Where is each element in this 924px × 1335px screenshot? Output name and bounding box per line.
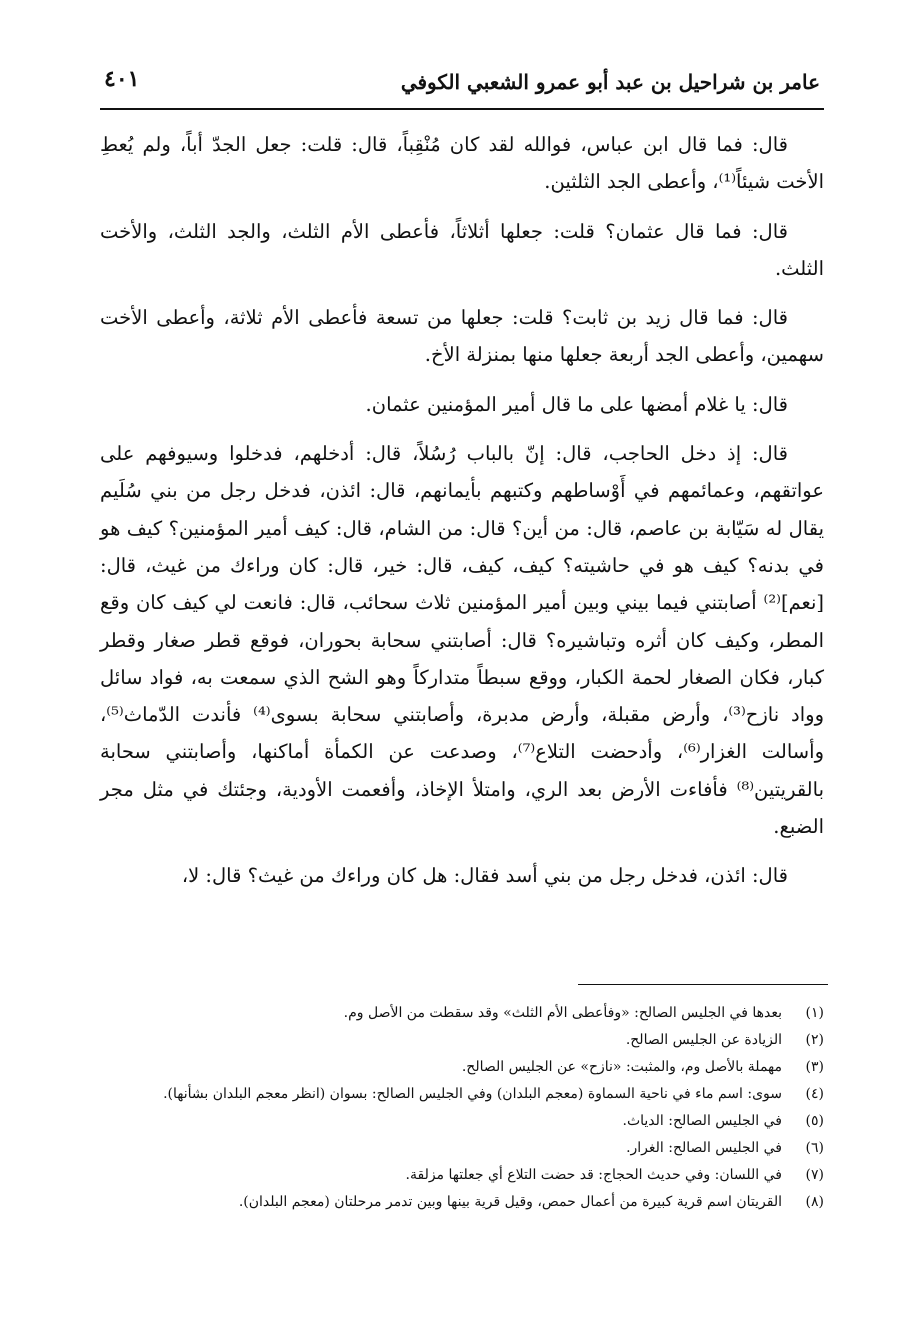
- footnote: [100, 1189, 824, 1216]
- footnote-number: (٥): [805, 1113, 824, 1129]
- footnote-text: مهملة بالأصل وم، والمثبت: «نازح» عن الجليس الصالح.: [461, 1059, 782, 1075]
- paragraph: قال: ائذن، فدخل رجل من بني أسد فقال: هل كان وراءك من غيث؟ قال: لا،: [181, 864, 788, 888]
- footnote: [100, 1054, 824, 1081]
- footnote-separator: [578, 984, 828, 985]
- footnote-number: (٢): [805, 1032, 824, 1048]
- footnote-text: في الجليس الصالح: الغرار.: [626, 1140, 782, 1156]
- footnote-number: (٧): [805, 1167, 824, 1183]
- main-text: [100, 126, 824, 907]
- footnote: [100, 1000, 824, 1027]
- footnote-number: (٨): [805, 1194, 824, 1210]
- footnote: [100, 1081, 824, 1108]
- footnote-text: في الجليس الصالح: الدياث.: [622, 1113, 782, 1129]
- paragraph: قال: فما قال عثمان؟ قلت: جعلها أثلاثاً، فأعطى الأم الثلث، والجد الثلث، والأخت الثلث.: [100, 219, 824, 280]
- footnote-number: (٦): [805, 1140, 824, 1156]
- footnote-number: (١): [805, 1005, 824, 1021]
- running-title: عامر بن شراحيل بن عبد أبو عمرو الشعبي الكوفي: [400, 70, 820, 94]
- paragraph: قال: إذ دخل الحاجب، قال: إنّ بالباب رُسُلاً، قال: أدخلهم، فدخلوا وسيوفهم على عواتقهم، وعمائمهم في أَوْساطهم وكتبهم بأيمانهم، قال: ائذن، فدخل رجل من بني سُلَيم يقال له سَيّابة بن عاصم، قال: من أين؟ قال: من الشام، قال: كيف أمير المؤمنين؟ كيف هو في بدنه؟ كيف هو في حاشيته؟ كيف، كيف، قال: خير، قال: كان وراءك من غيث، قال: [نعم]⁽²⁾ أصابتني فيما بيني وبين أمير المؤمنين ثلاث سحائب، قال: فانعت لي كيف كان وقع المطر، وكيف كان أثره وتباشيره؟ قال: أصابتني سحابة بحوران، فوقع قطر صغار وقطر كبار، فكان الصغار لحمة الكبار، ووقع سبطاً متداركاً وهو الشح الذي سمعت به، فواد سائل وواد نازح⁽³⁾، وأرض مقبلة، وأرض مدبرة، وأصابتني سحابة بسوى⁽⁴⁾ فأندت الدّماث⁽⁵⁾، وأسالت الغزار⁽⁶⁾، وأدحضت التلاع⁽⁷⁾، وصدعت عن الكمأة أماكنها، وأصابتني سحابة بالقريتين⁽⁸⁾ فأفاءت الأرض بعد الري، وامتلأ الإخاذ، وأفعمت الأودية، وجئتك في مثل مجر الضبع.: [100, 442, 824, 839]
- footnote: [100, 1027, 824, 1054]
- footnote-text: في اللسان: وفي حديث الحجاج: قد حضت التلاع أي جعلتها مزلقة.: [405, 1167, 782, 1183]
- page-header: [100, 66, 824, 110]
- page-number: ٤٠١: [104, 66, 140, 92]
- footnote: [100, 1135, 824, 1162]
- footnote: [100, 1162, 824, 1189]
- footnote-text: بعدها في الجليس الصالح: «وفأعطى الأم الثلث» وقد سقطت من الأصل وم.: [343, 1005, 782, 1021]
- footnote-text: الزيادة عن الجليس الصالح.: [625, 1032, 782, 1048]
- footnote-text: سوى: اسم ماء في ناحية السماوة (معجم البلدان) وفي الجليس الصالح: بسوان (انظر معجم البلدان بشأنها).: [163, 1086, 782, 1102]
- paragraph: قال: يا غلام أمضها على ما قال أمير المؤمنين عثمان.: [365, 392, 788, 416]
- footnote-number: (٤): [805, 1086, 824, 1102]
- footnote-text: القريتان اسم قرية كبيرة من أعمال حمص، وقيل قرية بينها وبين تدمر مرحلتان (معجم البلدان).: [238, 1194, 782, 1210]
- paragraph: قال: فما قال زيد بن ثابت؟ قلت: جعلها من تسعة فأعطى الأم ثلاثة، وأعطى الأخت سهمين، وأعطى الجد أربعة جعلها منها بمنزلة الأخ.: [100, 306, 824, 367]
- footnotes: [100, 1000, 824, 1216]
- footnote-number: (٣): [805, 1059, 824, 1075]
- paragraph: قال: فما قال ابن عباس، فوالله لقد كان مُنْقِباً، قال: قلت: جعل الجدّ أباً، ولم يُعطِ الأخت شيئاً⁽¹⁾، وأعطى الجد الثلثين.: [100, 133, 824, 194]
- footnote: [100, 1108, 824, 1135]
